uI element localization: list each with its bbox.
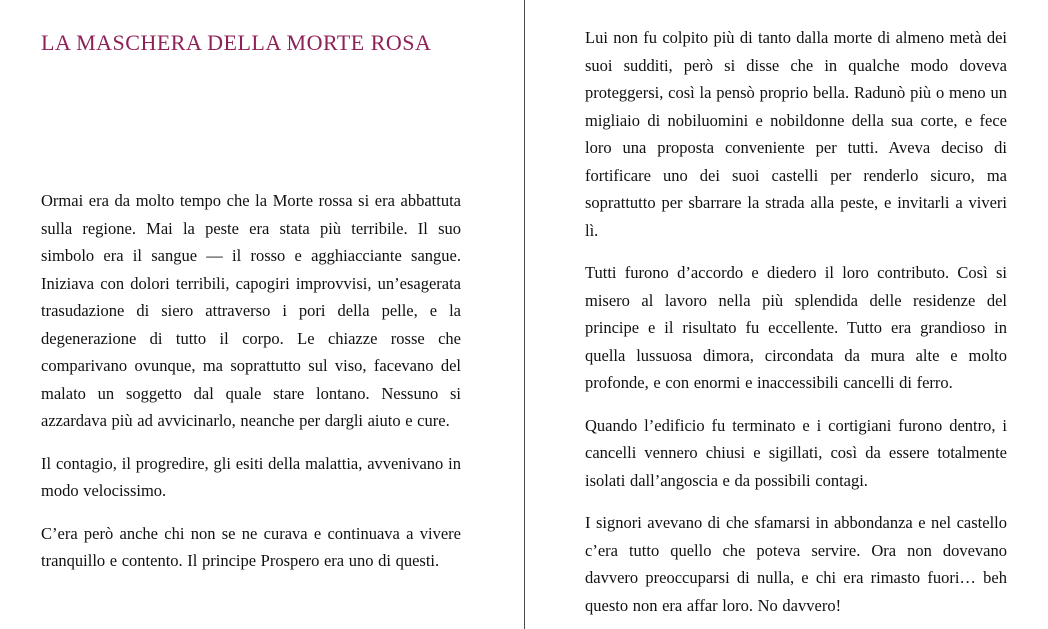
right-page-body	[585, 24, 1007, 619]
right-page	[525, 0, 1048, 629]
paragraph: Tutti furono d’accordo e diedero il loro contributo. Così si misero al lavoro nella più splendida delle residenze del principe e il risultato fu eccellente. Tutto era grandioso in quella lussuosa dimora, circondata da mura alte e molto profonde, e con enormi e inaccessibili cancelli di ferro.	[585, 263, 1007, 392]
paragraph: Lui non fu colpito più di tanto dalla morte di almeno metà dei suoi sudditi, però si disse che in qualche modo doveva proteggersi, così la pensò proprio bella. Radunò più o meno un migliaio di nobiluomini e nobildonne della sua corte, e fece loro una proposta conveniente per tutti. Aveva deciso di fortificare uno dei suoi castelli per renderlo sicuro, ma soprattutto per sbarrare la strada alla peste, e invitarli a viveri lì.	[585, 28, 1007, 240]
paragraph: Ormai era da molto tempo che la Morte rossa si era abbattuta sulla regione. Mai la peste era stata più terribile. Il suo simbolo era il sangue — il rosso e agghiacciante sangue. Iniziava con dolori terribili, capogiri improvvisi, un’esagerata trasudazione di siero attraverso i pori della pelle, e la degenerazione di tutto il corpo. Le chiazze rosse che comparivano ovunque, ma soprattutto sul viso, facevano del malato un soggetto dal quale stare lontano. Nessuno si azzardava più ad avvicinarlo, neanche per dargli aiuto e cure.	[41, 191, 461, 430]
paragraph: C’era però anche chi non se ne curava e continuava a vivere tranquillo e contento. Il principe Prospero era uno di questi.	[41, 523, 461, 570]
left-page-body	[41, 187, 461, 575]
paragraph: Quando l’edificio fu terminato e i cortigiani furono dentro, i cancelli vennero chiusi e sigillati, così da essere totalmente isolati dall’angoscia e da possibili contagi.	[585, 415, 1007, 490]
paragraph: I signori avevano di che sfamarsi in abbondanza e nel castello c’era tutto quello che poteva servire. Ora non dovevano davvero preoccuparsi di nulla, e chi era rimasto fuori… beh questo non era affar loro. No davvero!	[585, 513, 1007, 615]
chapter-title: LA MASCHERA DELLA MORTE ROSA	[41, 30, 432, 55]
paragraph: Il contagio, il progredire, gli esiti della malattia, avvenivano in modo velocissimo.	[41, 453, 461, 500]
